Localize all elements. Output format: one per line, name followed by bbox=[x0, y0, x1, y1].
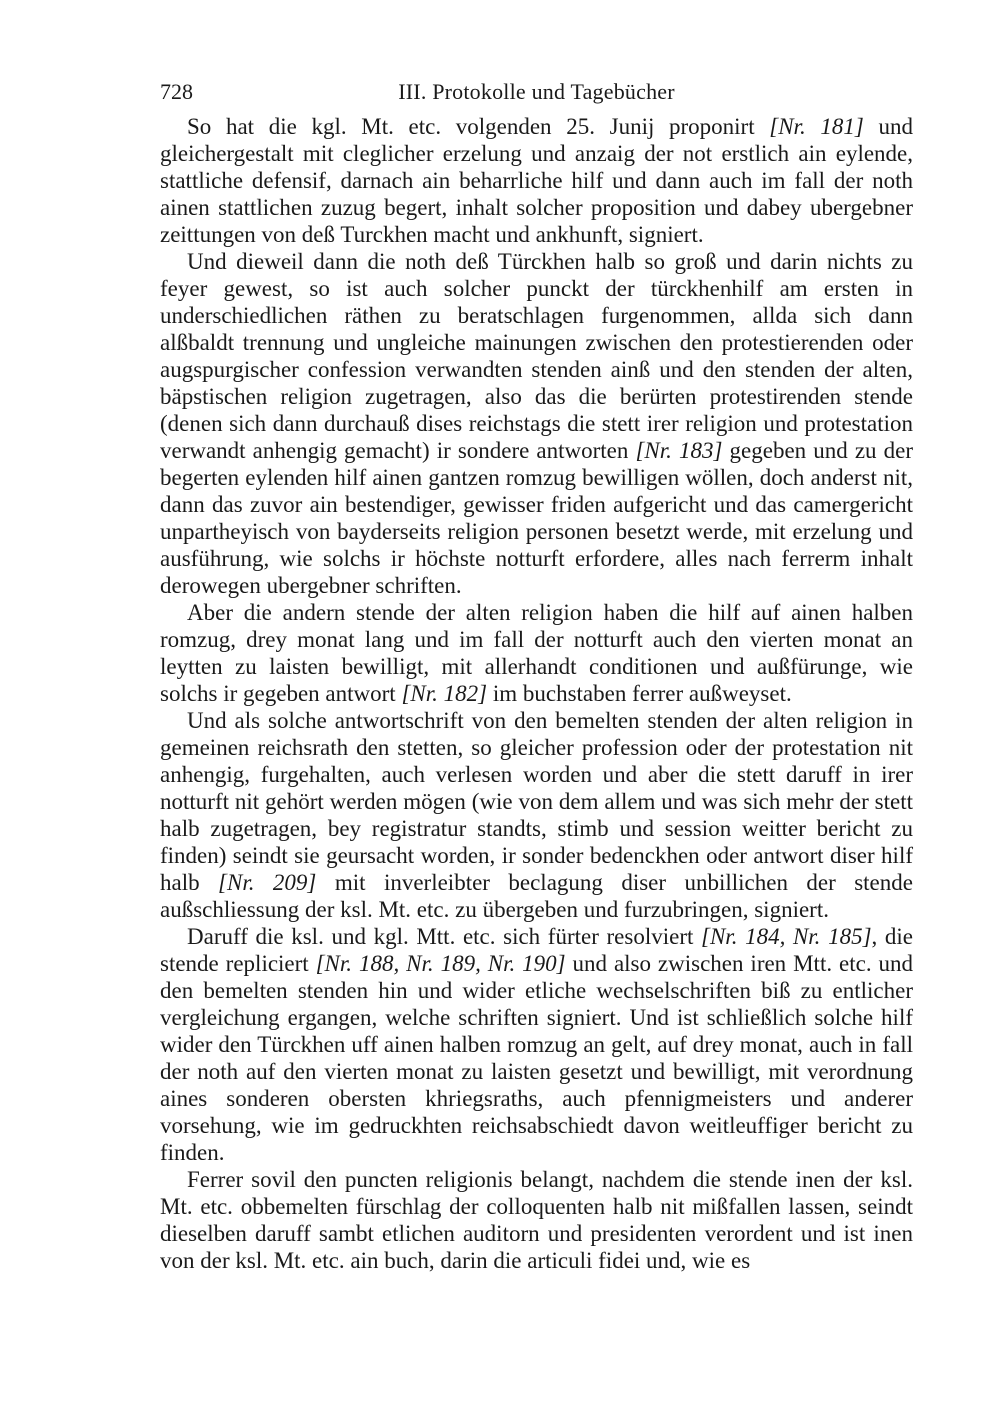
reference-citation: [Nr. 188, Nr. 189, Nr. 190] bbox=[315, 951, 566, 976]
page-header bbox=[160, 79, 913, 105]
reference-citation: [Nr. 184, Nr. 185] bbox=[701, 924, 872, 949]
text-run: und gleichergestalt mit cleglicher erzelung und anzaig der not erstlich ain eylende, stattliche defensif, darnach ain beharrliche hilf und dann auch im fall der noth ainen stattlichen zuzug begert, inhalt solcher proposition und dabey ubergebner zeittungen von deß Turckhen macht und ankhunft, signiert. bbox=[160, 114, 913, 247]
text-run: So hat die kgl. Mt. etc. volgenden 25. Junij proponirt bbox=[187, 114, 770, 139]
text-run: Ferrer sovil den puncten religionis belangt, nachdem die stende inen der ksl. Mt. etc. obbemelten fürschlag der colloquenten halb nit mißfallen lassen, seindt dieselben daruff sambt etlichen auditorn und presidenten verordent und ist inen von der ksl. Mt. etc. ain buch, darin die articuli fidei und, wie es bbox=[160, 1167, 913, 1273]
text-run: im buchstaben ferrer außweyset. bbox=[487, 681, 792, 706]
text-run: mit inverleibter beclagung diser unbillichen der stende außschliessung der ksl. Mt. etc. zu übergeben und furzubringen, signiert. bbox=[160, 870, 913, 922]
paragraph bbox=[160, 599, 913, 707]
text-run: Und dieweil dann die noth deß Türckhen halb so groß und darin nichts zu feyer gewest, so ist auch solcher punckt der türckhenhilf am ersten in underschiedlichen räthen zu beratschlagen furgenommen, allda sich dann alßbaldt trennung und ungleiche mainungen zwischen den protestierenden oder augspurgischer confession verwandten stenden ainß und den stenden der alten, bäpstischen religion zugetragen, also das die berürten protestirenden stende (denen sich dann durchauß dises reichstags die stett irer religion und protestation verwandt anhengig gemacht) ir sondere antworten bbox=[160, 249, 913, 463]
paragraph bbox=[160, 923, 913, 1166]
body-text bbox=[160, 113, 913, 1274]
text-run: Aber die andern stende der alten religion haben die hilf auf ainen halben romzug, drey monat lang und im fall der notturft auch den vierten monat an leytten zu laisten bewilligt, mit allerhandt conditionen und außfürunge, wie solchs ir gegeben antwort bbox=[160, 600, 913, 706]
reference-citation: [Nr. 181] bbox=[769, 114, 864, 139]
text-run: Daruff die ksl. und kgl. Mtt. etc. sich fürter resolviert bbox=[187, 924, 701, 949]
paragraph bbox=[160, 1166, 913, 1274]
paragraph bbox=[160, 113, 913, 248]
page-number: 728 bbox=[160, 79, 193, 104]
text-run: Und als solche antwortschrift von den bemelten stenden der alten religion in gemeinen reichsrath den stetten, so gleicher profession oder der protestation nit anhengig, furgehalten, auch verlesen worden und aber die stett daruff in irer notturft nit gehört werden mögen (wie von dem allem und was sich mehr der stett halb zugetragen, bey registratur standts, stimb und session weitter bericht zu finden) seindt sie geursacht worden, ir sonder bedenckhen oder antwort diser hilf halb bbox=[160, 708, 913, 895]
text-run: , die stende repliciert bbox=[160, 924, 913, 976]
reference-citation: [Nr. 182] bbox=[401, 681, 488, 706]
paragraph bbox=[160, 707, 913, 923]
text-run: und also zwischen iren Mtt. etc. und den bemelten stenden hin und wider etliche wechselschriften biß zu entlicher vergleichung ergangen, welche schriften signiert. Und ist schließlich solche hilf wider den Türckhen uff ainen halben romzug an gelt, auf drey monat, auch in fall der noth auf den vierten monat zu laisten gesetzt und bewilligt, mit verordnung aines sonderen obersten khriegsraths, auch pfennigmeisters und anderer vorsehung, wie im gedruckhten reichsabschiedt davon weitleuffiger bericht zu finden. bbox=[160, 951, 913, 1165]
reference-citation: [Nr. 209] bbox=[218, 870, 317, 895]
reference-citation: [Nr. 183] bbox=[635, 438, 723, 463]
running-head: III. Protokolle und Tagebücher bbox=[398, 79, 675, 104]
paragraph bbox=[160, 248, 913, 599]
text-run: gegeben und zu der begerten eylenden hilf ainen gantzen romzug bewilligen wöllen, doch anderst nit, dann das zuvor ain bestendiger, gewisser friden aufgericht und das camergericht unpartheyisch von bayderseits religion personen besetzt werde, mit erzelung und ausführung, wie solchs ir höchste notturft erfordere, alles nach ferrerm inhalt derowegen ubergebner schriften. bbox=[160, 438, 913, 598]
